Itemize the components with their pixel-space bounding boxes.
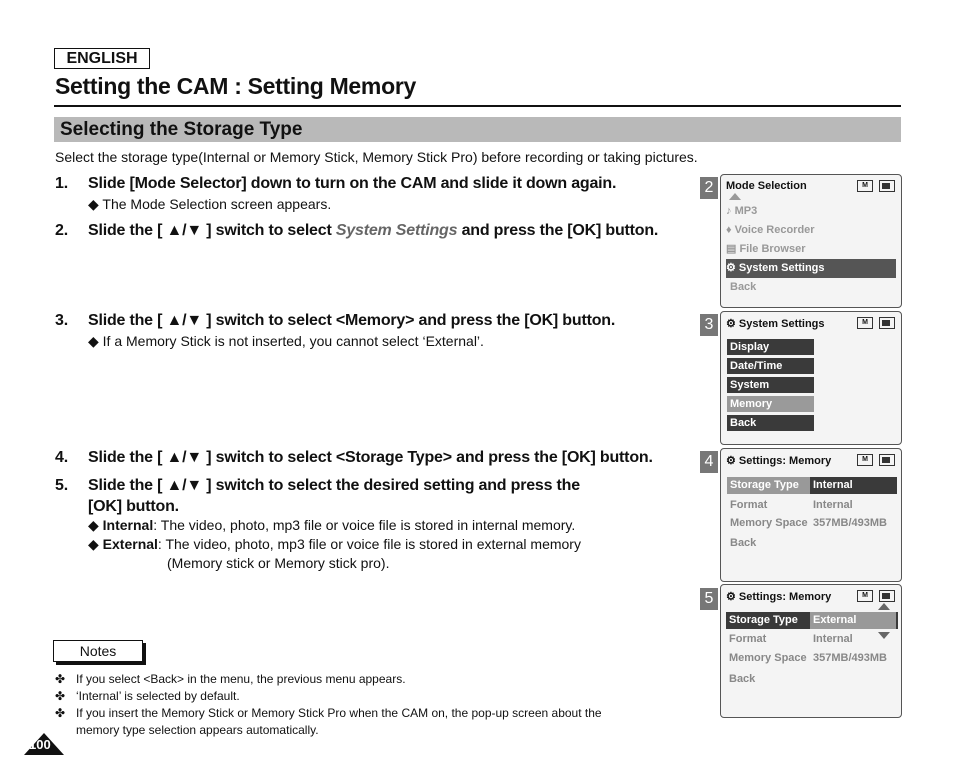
external-bullet-continued: (Memory stick or Memory stick pro).	[167, 555, 390, 571]
title-divider	[54, 105, 901, 107]
step-text: Slide the [ ▲/▼ ] switch to select the desired setting and press the	[88, 477, 580, 494]
note-item	[55, 672, 695, 688]
back-item[interactable]: Back	[729, 673, 756, 685]
external-bullet	[88, 536, 581, 553]
internal-bullet	[88, 517, 575, 534]
step-number: 2.	[55, 222, 68, 239]
note-text: If you select <Back> in the menu, the previous menu appears.	[76, 672, 406, 686]
step-number: 5.	[55, 477, 68, 494]
note-bullet: ✤	[55, 689, 66, 703]
menu-item-mp3[interactable]	[726, 202, 896, 221]
storage-type-label[interactable]: Storage Type	[730, 479, 799, 491]
language-tab: ENGLISH	[54, 48, 150, 69]
storage-type-label[interactable]: Storage Type	[729, 614, 798, 626]
menu-item-label: File Browser	[739, 243, 806, 255]
bullet-term: Internal	[102, 517, 154, 533]
note-bullet: ✤	[55, 672, 66, 686]
screen-badge-3: 3	[700, 314, 718, 336]
note-text: If you insert the Memory Stick or Memory Stick Pro when the CAM on, the pop-up screen about the	[76, 706, 602, 720]
menu-item-label: System Settings	[738, 262, 825, 274]
format-label[interactable]: Format	[729, 633, 767, 645]
bullet-mark: ◆	[88, 536, 99, 552]
screen-title	[726, 454, 831, 467]
step-5	[55, 477, 695, 497]
memory-card-icon: M	[857, 454, 873, 466]
step-text: Slide the [ ▲/▼ ] switch to select <Storage Type> and press the [OK] button.	[88, 449, 653, 466]
step-text: Slide the [ ▲/▼ ] switch to select <Memory> and press the [OK] button.	[88, 312, 616, 329]
up-arrow-icon[interactable]	[878, 603, 890, 610]
battery-icon	[879, 180, 895, 192]
settings-icon: ⚙	[726, 455, 739, 467]
menu-item-memory[interactable]: Memory	[727, 396, 814, 412]
menu-item-file-browser[interactable]	[726, 240, 896, 259]
menu-item-label: Voice Recorder	[734, 224, 815, 236]
step-1	[55, 175, 695, 195]
step-2	[55, 222, 695, 242]
step-text	[88, 222, 658, 240]
battery-icon	[879, 590, 895, 602]
step-text-part: and press the [OK] button.	[457, 222, 659, 239]
bullet-term: External	[102, 536, 158, 552]
settings-icon: ⚙	[726, 318, 739, 330]
step-3-note: ◆ If a Memory Stick is not inserted, you cannot select ‘External’.	[88, 333, 484, 349]
microphone-icon: ♦	[726, 224, 735, 236]
screen-badge-2: 2	[700, 177, 718, 199]
menu-item-system[interactable]: System	[727, 377, 814, 393]
step-number: 3.	[55, 312, 68, 329]
note-item	[55, 723, 695, 739]
format-value: Internal	[813, 633, 853, 645]
menu-item-label: MP3	[734, 205, 758, 217]
status-icons	[857, 454, 895, 466]
step-number: 4.	[55, 449, 68, 466]
scroll-up-arrow-icon	[729, 193, 741, 200]
step-text-emphasis: System Settings	[335, 222, 458, 239]
note-item	[55, 706, 695, 722]
intro-text: Select the storage type(Internal or Memory Stick, Memory Stick Pro) before recording or taking pictures.	[55, 149, 698, 165]
settings-icon: ⚙	[726, 262, 739, 274]
memory-card-icon: M	[857, 180, 873, 192]
memory-space-value: 357MB/493MB	[813, 652, 887, 664]
battery-icon	[879, 454, 895, 466]
step-text-part: Slide the [ ▲/▼ ] switch to select	[88, 222, 336, 239]
memory-space-value: 357MB/493MB	[813, 517, 887, 529]
screen-title-text: Settings: Memory	[738, 455, 832, 467]
mode-selection-screen	[720, 174, 902, 308]
down-arrow-icon[interactable]	[878, 632, 890, 639]
back-item[interactable]: Back	[730, 537, 757, 549]
page-number: 100	[29, 737, 51, 752]
format-value: Internal	[813, 499, 853, 511]
step-1-note: ◆ The Mode Selection screen appears.	[88, 196, 332, 212]
note-text: ‘Internal’ is selected by default.	[76, 689, 240, 703]
step-text: Slide [Mode Selector] down to turn on the CAM and slide it down again.	[88, 175, 617, 192]
status-icons	[857, 590, 895, 602]
menu-item-display[interactable]: Display	[727, 339, 814, 355]
memory-space-label: Memory Space	[729, 652, 807, 664]
menu-item-back[interactable]: Back	[730, 281, 757, 293]
storage-type-value[interactable]: External	[813, 614, 857, 626]
step-3	[55, 312, 695, 332]
memory-card-icon: M	[857, 590, 873, 602]
format-label[interactable]: Format	[730, 499, 768, 511]
note-item	[55, 689, 695, 705]
status-icons	[857, 317, 895, 329]
screen-title-text: Settings: Memory	[738, 591, 832, 603]
settings-memory-screen-external	[720, 584, 902, 718]
step-5-continued: [OK] button.	[88, 498, 179, 515]
memory-space-label: Memory Space	[730, 517, 808, 529]
screen-title	[726, 317, 825, 330]
screen-title: Mode Selection	[726, 180, 807, 192]
file-icon: ▤	[726, 243, 740, 255]
bullet-mark: ◆	[88, 517, 99, 533]
memory-card-icon: M	[857, 317, 873, 329]
status-icons	[857, 180, 895, 192]
screen-badge-5: 5	[700, 588, 718, 610]
settings-memory-screen-internal	[720, 448, 902, 582]
note-text: memory type selection appears automatically.	[76, 723, 319, 737]
screen-badge-4: 4	[700, 451, 718, 473]
notes-label: Notes	[53, 640, 143, 662]
settings-icon: ⚙	[726, 591, 739, 603]
music-note-icon: ♪	[726, 205, 735, 217]
bullet-desc: : The video, photo, mp3 file or voice file is stored in external memory	[157, 536, 581, 552]
page-title: Setting the CAM : Setting Memory	[55, 73, 416, 99]
menu-item-back[interactable]: Back	[727, 415, 814, 431]
step-4	[55, 449, 695, 469]
section-title: Selecting the Storage Type	[60, 119, 303, 140]
storage-type-value[interactable]: Internal	[813, 479, 853, 491]
screen-title	[726, 590, 831, 603]
bullet-desc: : The video, photo, mp3 file or voice file is stored in internal memory.	[153, 517, 576, 533]
battery-icon	[879, 317, 895, 329]
note-bullet: ✤	[55, 706, 66, 720]
menu-item-date-time[interactable]: Date/Time	[727, 358, 814, 374]
system-settings-screen	[720, 311, 902, 445]
step-number: 1.	[55, 175, 68, 192]
menu-item-voice-recorder[interactable]	[726, 221, 896, 240]
screen-title-text: System Settings	[738, 318, 825, 330]
menu-item-system-settings[interactable]	[726, 259, 896, 278]
